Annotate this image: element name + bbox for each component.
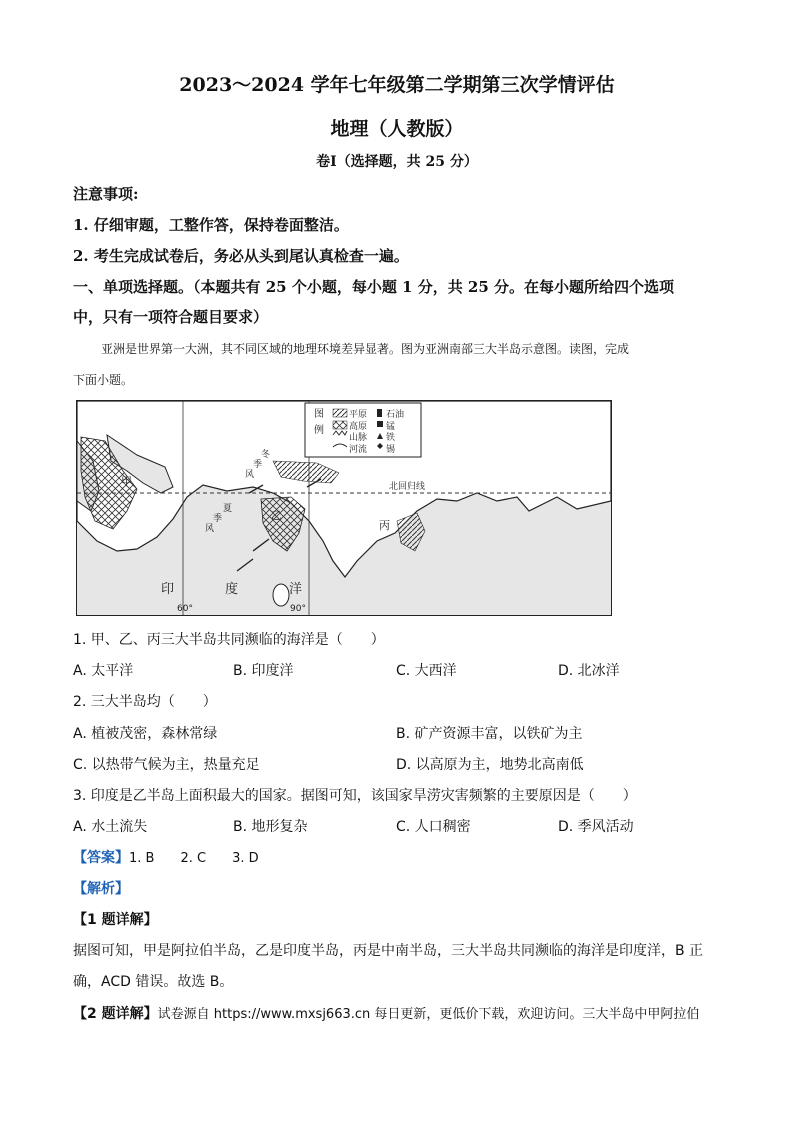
question-2-stem: 2. 三大半岛均（ ） (73, 694, 217, 710)
legend-title-2: 例 (314, 425, 324, 436)
label-winter-1: 冬 (261, 450, 271, 460)
label-summer-3: 风 (205, 524, 215, 534)
legend-plateau: 高原 (349, 422, 368, 432)
map-svg (77, 401, 611, 615)
answer-values: 1. B 2. C 3. D (129, 851, 259, 866)
label-winter-3: 风 (245, 470, 255, 480)
label-summer-2: 季 (213, 514, 223, 524)
label-tropic: 北回归线 (389, 482, 426, 492)
label-summer-1: 夏 (223, 504, 233, 514)
label-jia: 甲 (121, 475, 132, 488)
q2-detail-text: 试卷源自 https://www.mxsj663.cn 每日更新，更低价下载，欢迎访问。三大半岛中甲阿拉伯 (157, 1007, 700, 1022)
page-subtitle: 地理（人教版） (330, 118, 464, 140)
notes-item-1: 1. 仔细审题，工整作答，保持卷面整洁。 (73, 216, 349, 234)
page-title: 2023～2024 学年七年级第二学期第三次学情评估 (179, 74, 615, 96)
question-3-stem: 3. 印度是乙半岛上面积最大的国家。据图可知，该国家旱涝灾害频繁的主要原因是（ ） (73, 788, 637, 804)
legend-tin: 锡 (386, 445, 396, 455)
analysis-tag: 【解析】 (73, 881, 129, 897)
q1-option-b[interactable]: B. 印度洋 (233, 663, 294, 679)
legend-oil: 石油 (386, 410, 405, 420)
q2-detail-line (73, 1003, 699, 1023)
label-ocean-1: 印 (161, 582, 175, 597)
q2-option-c[interactable]: C. 以热带气候为主，热量充足 (73, 757, 260, 773)
intro-line-1: 亚洲是世界第一大洲，其不同区域的地理环境差异显著。图为亚洲南部三大半岛示意图。读图，完成 (101, 342, 630, 356)
south-asia-peninsulas-map (76, 400, 612, 616)
legend-manganese: 锰 (386, 422, 396, 432)
q3-option-d[interactable]: D. 季风活动 (558, 819, 634, 835)
q1-option-c[interactable]: C. 大西洋 (396, 663, 457, 679)
volume-label: 卷Ⅰ（选择题，共 25 分） (316, 154, 478, 170)
legend-iron: 铁 (386, 433, 396, 443)
label-ocean-2: 度 (225, 582, 239, 597)
q2-option-b[interactable]: B. 矿产资源丰富，以铁矿为主 (396, 726, 583, 742)
notes-heading: 注意事项: (73, 185, 139, 203)
label-lon-60: 60° (177, 604, 193, 614)
q1-detail-line-1: 据图可知，甲是阿拉伯半岛，乙是印度半岛，丙是中南半岛，三大半岛共同濒临的海洋是印度洋，B 正 (73, 943, 704, 959)
label-ocean-3: 洋 (289, 582, 303, 597)
label-yi: 乙 (271, 509, 282, 522)
label-winter-2: 季 (253, 460, 263, 470)
q1-option-a[interactable]: A. 太平洋 (73, 663, 134, 679)
label-lon-90: 90° (290, 604, 306, 614)
legend-title-1: 图 (314, 409, 324, 420)
section-heading-line-1: 一、单项选择题。（本题共有 25 个小题，每小题 1 分，共 25 分。在每小题所给四个选项 (73, 278, 675, 296)
answer-line (73, 847, 259, 867)
q3-option-c[interactable]: C. 人口稠密 (396, 819, 471, 835)
label-bing: 丙 (379, 519, 390, 532)
legend-river: 河流 (349, 445, 368, 455)
q1-option-d[interactable]: D. 北冰洋 (558, 663, 620, 679)
q3-option-a[interactable]: A. 水土流失 (73, 819, 148, 835)
q1-detail-tag: 【1 题详解】 (73, 912, 158, 928)
q2-detail-tag: 【2 题详解】 (73, 1006, 158, 1022)
q2-option-a[interactable]: A. 植被茂密，森林常绿 (73, 726, 218, 742)
q2-option-d[interactable]: D. 以高原为主，地势北高南低 (396, 757, 584, 773)
answer-tag: 【答案】 (73, 850, 129, 866)
intro-line-2: 下面小题。 (73, 373, 134, 387)
notes-item-2: 2. 考生完成试卷后，务必从头到尾认真检查一遍。 (73, 247, 409, 265)
legend-mountain: 山脉 (349, 433, 368, 443)
legend-plain: 平原 (349, 410, 368, 420)
q3-option-b[interactable]: B. 地形复杂 (233, 819, 308, 835)
section-heading-line-2: 中，只有一项符合题目要求） (73, 308, 269, 326)
question-1-stem: 1. 甲、乙、丙三大半岛共同濒临的海洋是（ ） (73, 632, 385, 648)
q1-detail-line-2: 确，ACD 错误。故选 B。 (73, 974, 234, 990)
